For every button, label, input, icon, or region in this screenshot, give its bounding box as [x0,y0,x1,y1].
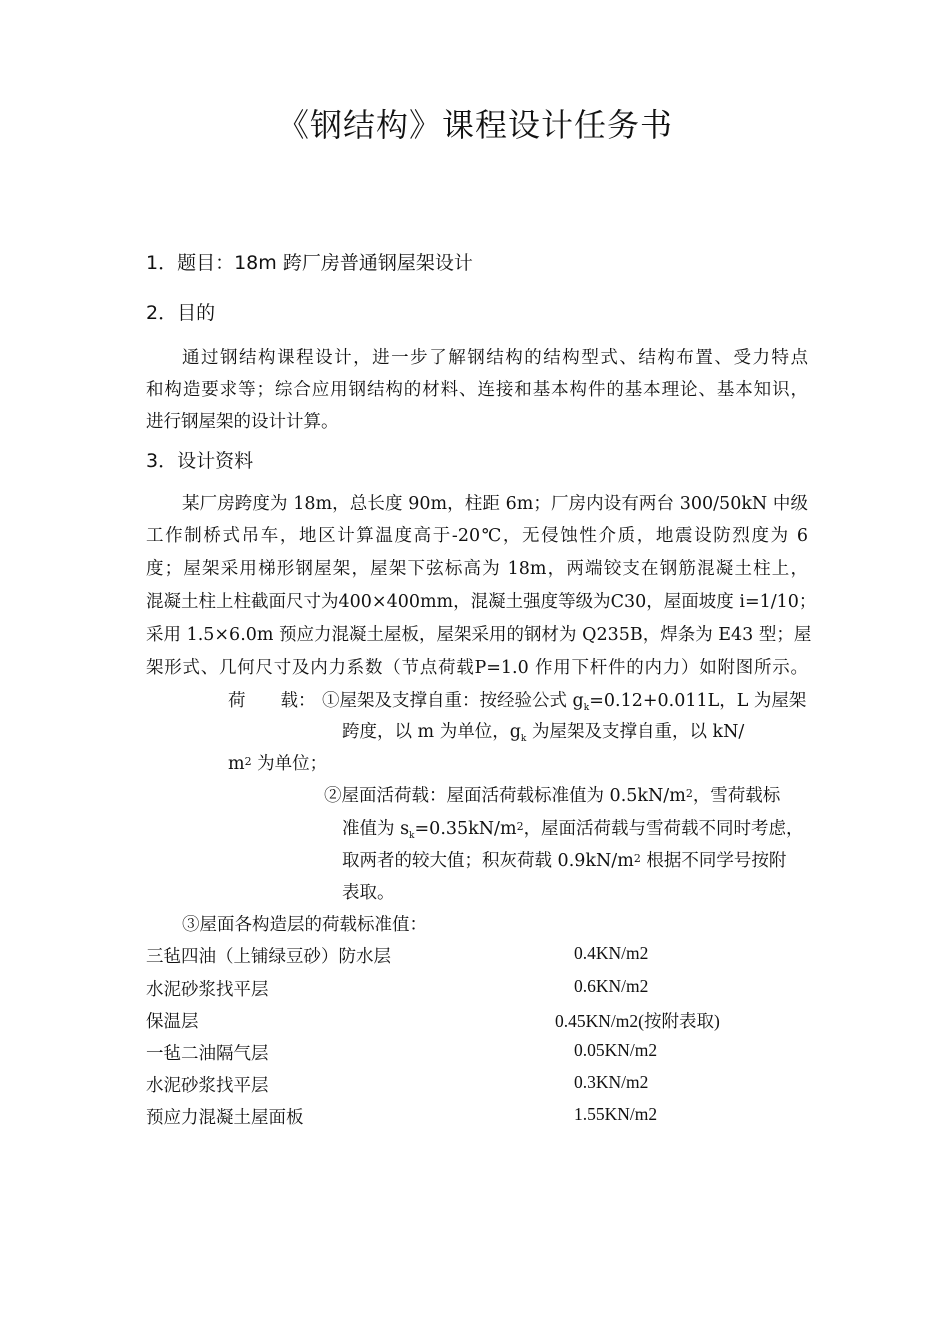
layer-name: 一毡二油隔气层 [146,1044,269,1064]
design-line-5: 采用 1.5×6.0m 预应力混凝土屋板，屋架采用的钢材为 Q235B，焊条为 E43 型；屋 [146,625,812,645]
layer-value: 0.4KN/m2 [574,943,649,963]
layer-row [146,1104,806,1129]
design-line-3: 度；屋架采用梯形钢屋架，屋架下弦标高为 18m，两端铰支在钢筋混凝土柱上， [146,559,808,579]
load-item-3: ③屋面各构造层的荷载标准值： [182,915,427,935]
layer-name: 水泥砂浆找平层 [146,1076,269,1096]
layer-value: 0.05KN/m2 [574,1040,658,1060]
section-2-heading: 2．目的 [146,302,216,324]
load-item-1-line-1: ①屋架及支撑自重：按经验公式 $g_k=0.12+0.011L$，L 为屋架 [322,691,807,713]
section-1-heading: 1．题目：18m 跨厂房普通钢屋架设计 [146,252,473,274]
load-item-1-line-3: $m^2$ 为单位； [228,754,328,774]
section-3-heading: 3．设计资料 [146,450,254,472]
layer-name: 保温层 [146,1012,199,1032]
load-item-2-line-3: 取两者的较大值；积灰荷载 $0.9kN/m^2$ 根据不同学号按附 [342,851,787,871]
layer-name: 水泥砂浆找平层 [146,980,269,1000]
layer-name: 三毡四油（上铺绿豆砂）防水层 [146,947,391,967]
load-item-2-line-2: 准值为 $s_k=0.35kN/m^2$，屋面活荷载与雪荷载不同时考虑， [342,819,804,841]
design-line-4: 混凝土柱上柱截面尺寸为400×400mm，混凝土强度等级为C30，屋面坡度 i=1/10； [146,592,817,612]
load-item-2-line-4: 表取。 [342,883,395,903]
load-item-2-line-1: ②屋面活荷载：屋面活荷载标准值为 $0.5kN/m^2$，雪荷载标 [324,786,781,806]
design-line-1: 某厂房跨度为 18m，总长度 90m，柱距 6m；厂房内设有两台 300/50kN 中级 [182,494,808,514]
layer-row [146,1072,806,1097]
design-line-2: 工作制桥式吊车，地区计算温度高于-20℃，无侵蚀性介质，地震设防烈度为 6 [146,526,808,546]
purpose-line-3: 进行钢屋架的设计计算。 [146,412,339,432]
loads-label: 荷 载： [228,691,316,711]
load-item-1-line-2: 跨度，以 m 为单位，$g_k$ 为屋架及支撑自重，以 kN/ [342,722,745,744]
layer-row [146,943,806,968]
layer-row [146,976,806,1001]
layer-name: 预应力混凝土屋面板 [146,1108,304,1128]
purpose-line-1: 通过钢结构课程设计，进一步了解钢结构的结构型式、结构布置、受力特点 [182,348,808,368]
document-title: 《钢结构》课程设计任务书 [276,106,673,144]
layer-row [146,1008,806,1033]
purpose-line-2: 和构造要求等；综合应用钢结构的材料、连接和基本构件的基本理论、基本知识， [146,380,808,400]
layer-value: 1.55KN/m2 [574,1104,658,1124]
layer-value: 0.6KN/m2 [574,976,649,996]
layer-row [146,1040,806,1065]
layer-value: 0.45KN/m2(按附表取) [555,1011,720,1031]
layer-value: 0.3KN/m2 [574,1072,649,1092]
design-line-6: 架形式、几何尺寸及内力系数（节点荷载P=1.0 作用下杆件的内力）如附图所示。 [146,658,808,678]
